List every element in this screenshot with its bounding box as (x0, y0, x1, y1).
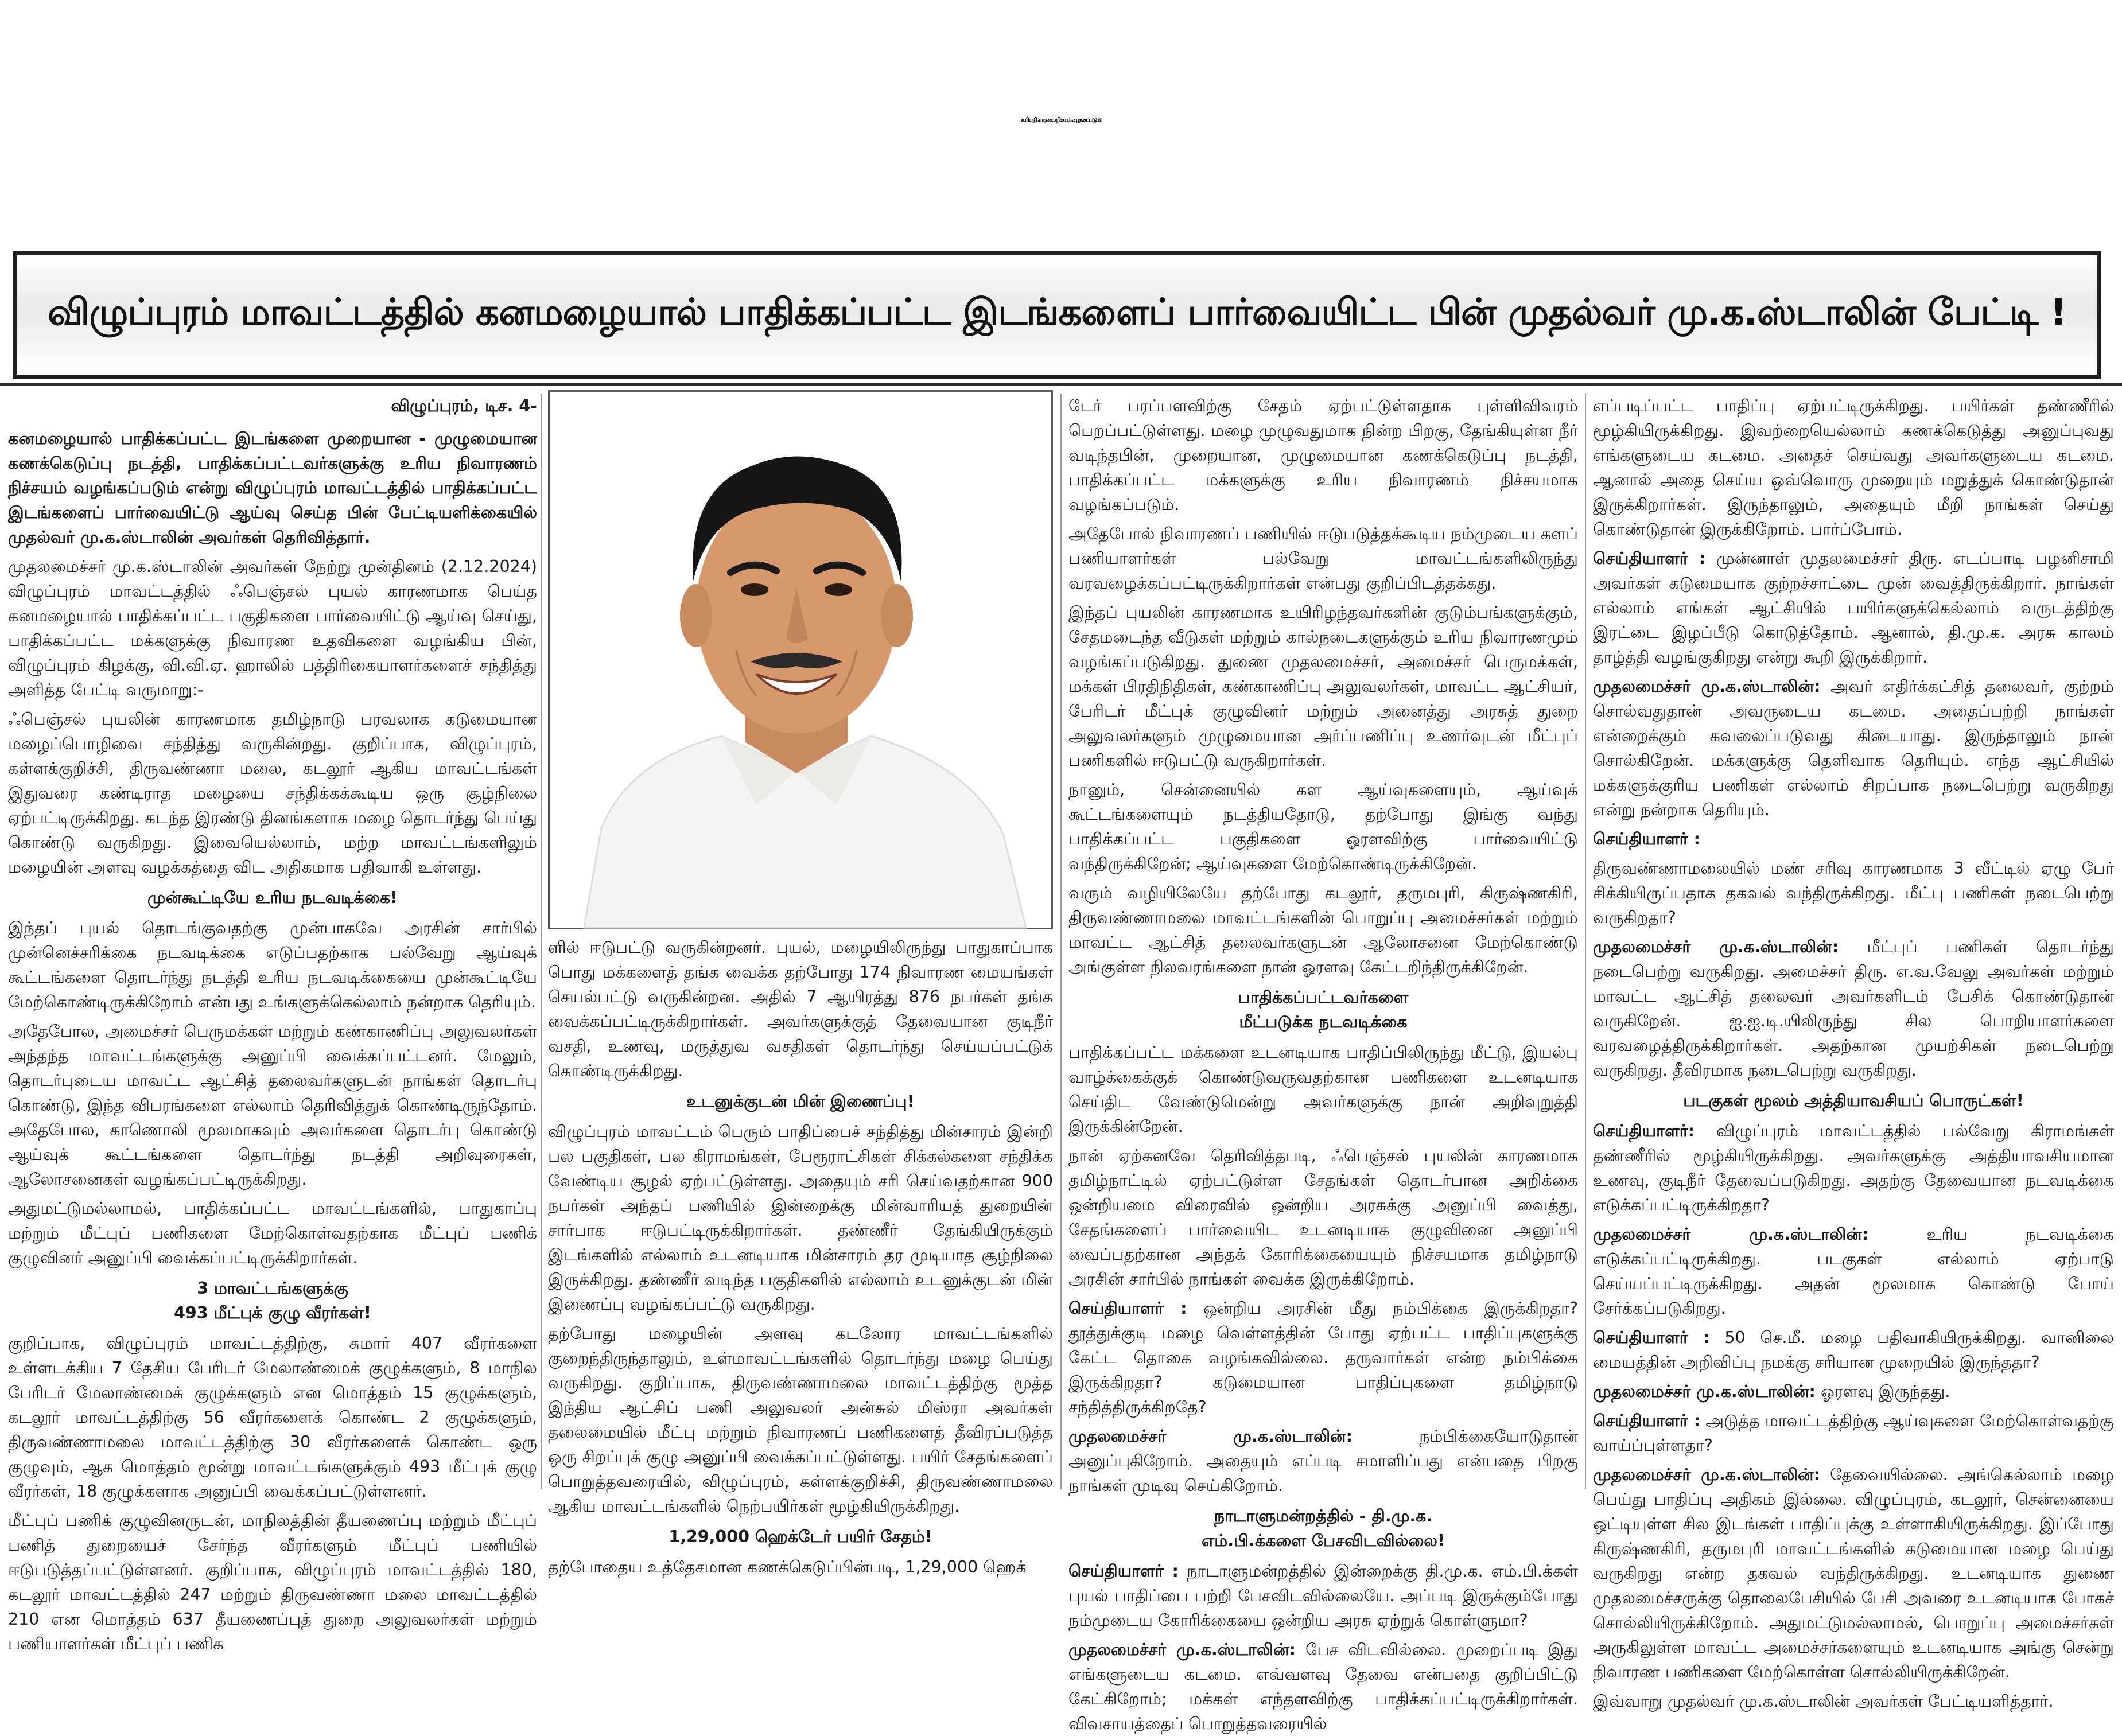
question-text: அடுத்த மாவட்டத்திற்கு ஆய்வுகளை மேற்கொள்வதற்கு வாய்ப்புள்ளதா? (1593, 1411, 2114, 1455)
speaker-label: செய்தியாளர் : (1593, 1411, 1701, 1430)
qa-answer (1593, 1222, 2114, 1321)
speaker-label: செய்தியாளர் : (1593, 1328, 1710, 1347)
paragraph: விழுப்புரம் மாவட்டம் பெரும் பாதிப்பைச் சந்தித்து மின்சாரம் இன்றி பல பகுதிகள், பல கிராமங்கள், பேரூராட்சிகள் சிக்கல்களை சந்திக்க வேண்டிய சூழல் ஏற்பட்டுள்ளது. அதையும் சரி செய்வதற்கான 900 நபர்கள் அந்தப் பணியில் இன்றைக்கு மின்வாரியத் துறையின் சார்பாக ஈடுபட்டிருக்கிறார்கள். தண்ணீர் தேங்கியிருக்கும் இடங்களில் எல்லாம் உடனடியாக மின்சாரம் தர முடியாத சூழ்நிலை இருக்கிறது. தண்ணீர் வடிந்த பகுதிகளில் எல்லாம் உடனுக்குடன் மின் இணைப்பு வழங்கப்பட்டு வருகிறது. (548, 1122, 1053, 1314)
column-4 (1593, 394, 2114, 1711)
paragraph: தற்போதைய உத்தேசமான கணக்கெடுப்பின்படி, 1,29,000 ஹெக் (548, 1558, 1027, 1577)
column-divider (1060, 394, 1062, 1489)
question-text: ஒன்றிய அரசின் மீது நம்பிக்கை இருக்கிறதா? தூத்துக்குடி மழை வெள்ளத்தின் போது ஏற்பட்ட பாதிப்புகளுக்கு கேட்ட தொகை வழங்கவில்லை. தருவார்கள் என்ற நம்பிக்கை இருக்கிறதா? கடுமையான பாதிப்புகளை தமிழ்நாடு சந்தித்திருக்கிறதே? (1068, 1299, 1578, 1416)
column-1 (8, 394, 537, 1653)
answer-text: ஓரளவு இருந்தது. (1815, 1382, 1950, 1401)
subhead: முன்கூட்டியே உரிய நடவடிக்கை! (147, 888, 398, 907)
portrait-illustration (550, 392, 1051, 928)
speaker-label: முதலமைச்சர் மு.க.ஸ்டாலின்: (1593, 1465, 1820, 1484)
subheadline: விழுப்புரம் மாவட்டத்தில் கனமழையால் பாதிக்கப்பட்ட இடங்களைப் பார்வையிட்ட பின் முதல்வர் மு.க.ஸ்டாலின் பேட்டி ! (48, 291, 2066, 334)
paragraph: நான் ஏற்கனவே தெரிவித்தபடி, ஃபெஞ்சல் புயலின் காரணமாக தமிழ்நாட்டில் ஏற்பட்டுள்ள சேதங்கள் தொடர்பான அறிக்கை ஒன்றியமை விரைவில் ஒன்றிய அரசுக்கு அனுப்பி வைத்து, சேதங்களைப் பார்வையிட உடனடியாக குழுவினை அனுப்பி வைப்பதற்கான அந்தக் கோரிக்கையையும் நிச்சயமாக தமிழ்நாடு அரசின் சார்பில் நாங்கள் வைக்க இருக்கிறோம். (1068, 1146, 1578, 1289)
column-divider (1585, 394, 1586, 1489)
paragraph: ளில் ஈடுபட்டு வருகின்றனர். புயல், மழையிலிருந்து பாதுகாப்பாக பொது மக்களைத் தங்க வைக்க தற்போது 174 நிவாரண மையங்கள் செயல்பட்டு வருகின்றன. அதில் 7 ஆயிரத்து 876 நபர்கள் தங்க வைக்கப்பட்டிருக்கிறார்கள். அவர்களுக்குத் தேவையான குடிநீர் வசதி, உணவு, மருத்துவ வசதிகள் தொடர்ந்து செய்யப்பட்டுக் கொண்டிருக்கிறது. (548, 938, 1053, 1080)
subhead: எம்.பி.க்களை பேசவிடவில்லை! (1202, 1531, 1445, 1550)
paragraph: டேர் பரப்பளவிற்கு சேதம் ஏற்பட்டுள்ளதாக புள்ளிவிவரம் பெறப்பட்டுள்ளது. மழை முழுவதுமாக நின்ற பிறகு, தேங்கியுள்ள நீர் வடிந்தபின், முறையான, முழுமையான கணக்கெடுப்பு நடத்தி, பாதிக்கப்பட்ட மக்களுக்கு உரிய நிவாரணம் நிச்சயமாக வழங்கப்படும். (1068, 396, 1578, 514)
subhead: உடனுக்குடன் மின் இணைப்பு! (686, 1092, 915, 1111)
paragraph: தற்போது மழையின் அளவு கடலோர மாவட்டங்களில் குறைந்திருந்தாலும், உள்மாவட்டங்களில் தொடர்ந்து மழை பெய்து வருகிறது. குறிப்பாக, திருவண்ணாமலை மாவட்டத்திற்கு மூத்த இந்திய ஆட்சிப் பணி அலுவலர் அன்சுல் மிஸ்ரா அவர்கள் தலைமையில் மீட்பு மற்றும் நிவாரணப் பணிகளைத் தீவிரப்படுத்த ஒரு சிறப்புக் குழு அனுப்பி வைக்கப்பட்டுள்ளது. பயிர் சேதங்களைப் பொறுத்தவரையில், விழுப்புரம், கள்ளக்குறிச்சி, திருவண்ணாமலை ஆகிய மாவட்டங்களில் நெற்பயிர்கள் மூழ்கியிருக்கிறது. (548, 1324, 1053, 1516)
paragraph: வரும் வழியிலேயே தற்போது கடலூர், தருமபுரி, கிருஷ்ணகிரி, திருவண்ணாமலை மாவட்டங்களின் பொறுப்பு அமைச்சர்கள் மற்றும் மாவட்ட ஆட்சித் தலைவர்களுடன் ஆலோசனை மேற்கொண்டு அங்குள்ள நிலவரங்களை நான் ஓரளவு கேட்டறிந்திருக்கிறேன். (1068, 883, 1578, 976)
answer-text: உரிய நடவடிக்கை எடுக்கப்பட்டிருக்கிறது. படகுகள் எல்லாம் ஏற்பாடு செய்யப்பட்டிருக்கிறது. அதன் மூலமாக கொண்டு போய் சேர்க்கப்படுகிறது. (1593, 1225, 2114, 1318)
headline: உரிய நிவாரணம் நிச்சயம் வழங்கப்படும்! (1021, 117, 1101, 123)
qa-answer (1593, 1462, 2114, 1684)
qa-question (1593, 1408, 2114, 1458)
question-text: 50 செ.மீ. மழை பதிவாகியிருக்கிறது. வானிலை மையத்தின் அறிவிப்பு நமக்கு சரியான முறையில் இருந்ததா? (1593, 1328, 2114, 1372)
paragraph: அதேபோல, அமைச்சர் பெருமக்கள் மற்றும் கண்காணிப்பு அலுவலர்கள் அந்தந்த மாவட்டங்களுக்கு அனுப்பி வைக்கப்பட்டனர். மேலும், தொடர்புடைய மாவட்ட ஆட்சித் தலைவர்களுடன் நாங்கள் தொடர்பு கொண்டு, இந்த விபரங்களை எல்லாம் தெரிவித்துக் கொண்டிருந்தோம். அதேபோல, காணொலி மூலமாகவும் அவர்களை தொடர்பு கொண்டு ஆய்வுக் கூட்டங்களை தொடர்ந்து நடத்தி அறிவுரைகள், ஆலோசனைகள் வழங்கப்பட்டிருக்கிறது. (8, 1022, 537, 1189)
column-2 (548, 935, 1053, 1577)
paragraph: அதுமட்டுமல்லாமல், பாதிக்கப்பட்ட மாவட்டங்களில், பாதுகாப்பு மற்றும் மீட்புப் பணிகளை மேற்கொள்வதற்காக மீட்புப் பணிக் குழுவினர் அனுப்பி வைக்கப்பட்டிருக்கிறார்கள். (8, 1199, 537, 1267)
subhead: 1,29,000 ஹெக்டேர் பயிர் சேதம்! (669, 1527, 932, 1546)
chief-minister-photo (548, 390, 1053, 929)
answer-text: பேச விடவில்லை. முறைப்படி இது எங்களுடைய கடமை. எவ்வளவு தேவை என்பதை குறிப்பிட்டு கேட்கிறோம்; மக்கள் எந்தளவிற்கு பாதிக்கப்பட்டிருக்கிறார்கள். விவசாயத்தைப் பொறுத்தவரையில் (1068, 1640, 1578, 1733)
qa-question (1593, 546, 2114, 670)
paragraph: ஃபெஞ்சல் புயலின் காரணமாக தமிழ்நாடு பரவலாக கடுமையான மழைப்பொழிவை சந்தித்து வருகின்றது. குறிப்பாக, விழுப்புரம், கள்ளக்குறிச்சி, திருவண்ணா மலை, கடலூர் ஆகிய மாவட்டங்கள் இதுவரை கண்டிராத மழையை சந்திக்கக்கூடிய ஒரு சூழ்நிலை ஏற்பட்டிருக்கிறது. கடந்த இரண்டு தினங்களாக மழை தொடர்ந்து பெய்து கொண்டு வருகிறது. இவையெல்லாம், மற்ற மாவட்டங்களிலும் மழையின் அளவு வழக்கத்தை விட அதிகமாக பதிவாகி உள்ளது. (8, 710, 537, 877)
paragraph: இந்தப் புயல் தொடங்குவதற்கு முன்பாகவே அரசின் சார்பில் முன்னெச்சரிக்கை நடவடிக்கை எடுப்பதற்காக பல்வேறு ஆய்வுக் கூட்டங்களை தொடர்ந்து நடத்தி உரிய நடவடிக்கையை முன்கூட்டியே மேற்கொண்டிருக்கிறோம் என்பது உங்களுக்கெல்லாம் நன்றாக தெரியும். (8, 918, 537, 1011)
paragraph: இந்தப் புயலின் காரணமாக உயிரிழந்தவர்களின் குடும்பங்களுக்கும், சேதமடைந்த வீடுகள் மற்றும் கால்நடைகளுக்கும் உரிய நிவாரணமும் வழங்கப்படுகிறது. துணை முதலமைச்சர், அமைச்சர் பெருமக்கள், மக்கள் பிரதிநிதிகள், கண்காணிப்பு அலுவலர்கள், மாவட்ட ஆட்சியர், பேரிடர் மீட்புக் குழுவினர் மற்றும் அனைத்து அரசுத் துறை அலுவலர்களும் முழுமையான அர்ப்பணிப்பு உணர்வுடன் மீட்புப் பணிகளில் ஈடுபட்டு வருகிறார்கள். (1068, 603, 1578, 770)
top-rule (0, 383, 2122, 386)
speaker-label: முதலமைச்சர் மு.க.ஸ்டாலின்: (1593, 1382, 1816, 1401)
answer-text: அவர் எதிர்க்கட்சித் தலைவர், குற்றம் சொல்வதுதான் அவருடைய கடமை. அதைப்பற்றி நாங்கள் என்றைக்கும் கவலைப்படுவது கிடையாது. இருந்தாலும் நான் சொல்கிறேன். மக்களுக்கு தெளிவாக தெரியும். எந்த ஆட்சியில் மக்களுக்குரிய பணிகள் எல்லாம் சிறப்பாக நடைபெற்று வருகிறது என்று நன்றாக தெரியும். (1593, 677, 2114, 819)
paragraph: எப்படிப்பட்ட பாதிப்பு ஏற்பட்டிருக்கிறது. பயிர்கள் தண்ணீரில் மூழ்கியிருக்கிறது. இவற்றையெல்லாம் கணக்கெடுத்து அனுப்புவது எங்களுடைய கடமை. அதைச் செய்வது அவர்களுடைய கடமை. ஆனால் அதை செய்ய ஒவ்வொரு முறையும் மறுத்துக் கொண்டுதான் இருக்கிறார்கள். இருந்தாலும், அதையும் மீறி நாங்கள் செய்து கொண்டுதான் இருக்கிறோம். பார்ப்போம். (1593, 396, 2114, 539)
speaker-label: செய்தியாளர் : (1068, 1562, 1179, 1581)
subhead: பாதிக்கப்பட்டவர்களை (1238, 988, 1409, 1007)
answer-text: நம்பிக்கையோடுதான் அனுப்புகிறோம். அதையும் எப்படி சமாளிப்பது என்பதை பிறகு நாங்கள் முடிவு செய்கிறோம். (1068, 1427, 1578, 1495)
column-3 (1068, 394, 1578, 1733)
qa-question (1068, 1559, 1578, 1633)
qa-answer (1593, 935, 2114, 1083)
lead-paragraph: கனமழையால் பாதிக்கப்பட்ட இடங்களை முறையான - முழுமையான கணக்கெடுப்பு நடத்தி, பாதிக்கப்பட்டவர்களுக்கு உரிய நிவாரணம் நிச்சயம் வழங்கப்படும் என்று விழுப்புரம் மாவட்டத்தில் பாதிக்கப்பட்ட இடங்களைப் பார்வையிட்டு ஆய்வு செய்த பின் பேட்டியளிக்கையில் முதல்வர் மு.க.ஸ்டாலின் அவர்கள் தெரிவித்தார். (8, 429, 537, 547)
speaker-label: செய்தியாளர் : (1068, 1299, 1187, 1318)
speaker-label: முதலமைச்சர் மு.க.ஸ்டாலின்: (1593, 1225, 1869, 1244)
speaker-label: முதலமைச்சர் மு.க.ஸ்டாலின்: (1068, 1427, 1353, 1446)
answer-text: மீட்புப் பணிகள் தொடர்ந்து நடைபெற்று வருகிறது. அமைச்சர் திரு. எ.வ.வேலு அவர்கள் மற்றும் மாவட்ட ஆட்சித் தலைவர் அவர்களிடம் பேசிக் கொண்டுதான் வருகிறேன். ஐ.ஐ.டி.யிலிருந்து சில பொறியாளர்களை வரவழைத்திருக்கிறார்கள். அதற்கான முயற்சிகள் நடைபெற்று வருகிறது. தீவிரமாக நடைபெற்று வருகிறது. (1593, 937, 2114, 1080)
question-text: நாடாளுமன்றத்தில் இன்றைக்கு தி.மு.க. எம்.பி.க்கள் புயல் பாதிப்பை பற்றி பேசவிடவில்லையே. அப்படி இருக்கும்போது நம்முடைய கோரிக்கையை ஒன்றிய அரசு ஏற்றுக் கொள்ளுமா? (1068, 1562, 1578, 1630)
qa-answer (1593, 674, 2114, 822)
qa-answer (1068, 1637, 1578, 1736)
answer-text: தேவையில்லை. அங்கெல்லாம் மழை பெய்து பாதிப்பு அதிகம் இல்லை. விழுப்புரம், கடலூர், சென்னையை ஒட்டியுள்ள சில இடங்கள் பாதிப்புக்கு உள்ளாகியிருக்கிறது. இப்போது கிருஷ்ணகிரி, தருமபுரி மாவட்டங்களில் கடுமையான மழை பெய்து வருகிறது என்ற தகவல் வந்திருக்கிறது. உடனடியாக துணை முதலமைச்சருக்கு தொலைபேசியில் பேசி அவரை உடனடியாக போகச் சொல்லியிருக்கிறோம். அதுமட்டுமல்லாமல், பொறுப்பு அமைச்சர்கள் அருகிலுள்ள மாவட்ட அமைச்சர்களையும் உடனடியாக அங்கு சென்று நிவாரண பணிகளை மேற்கொள்ள சொல்லியிருக்கிறேன். (1593, 1465, 2114, 1681)
subhead: படகுகள் மூலம் அத்தியாவசியப் பொருட்கள்! (1683, 1091, 2024, 1110)
question-text: விழுப்புரம் மாவட்டத்தில் பல்வேறு கிராமங்கள் தண்ணீரில் மூழ்கியிருக்கிறது. அவர்களுக்கு அத்தியாவசியமான உணவு, குடிநீர் தேவைப்படுகிறது. அதற்கு தேவையான நடவடிக்கை எடுக்கப்பட்டிருக்கிறதா? (1593, 1122, 2114, 1215)
qa-answer (1593, 1379, 2114, 1404)
qa-question (1593, 1325, 2114, 1375)
paragraph: மீட்புப் பணிக் குழுவினருடன், மாநிலத்தின் தீயணைப்பு மற்றும் மீட்புப் பணித் துறையைச் சேர்ந்த வீரர்களும் மீட்புப் பணியில் ஈடுபடுத்தப்பட்டுள்ளனர். குறிப்பாக, விழுப்புரம் மாவட்டத்தில் 180, கடலூர் மாவட்டத்தில் 247 மற்றும் திருவண்ணா மலை மாவட்டத்தில் 210 என மொத்தம் 637 தீயணைப்புத் துறை அலுவலர்கள் மற்றும் பணியாளர்கள் மீட்புப் பணிக (8, 1511, 537, 1653)
subhead: மீட்படுக்க நடவடிக்கை (1239, 1013, 1408, 1032)
qa-question (1068, 1296, 1578, 1419)
dateline: விழுப்புரம், டிச. 4- (391, 396, 537, 415)
paragraph: நானும், சென்னையில் கள ஆய்வுகளையும், ஆய்வுக் கூட்டங்களையும் நடத்தியதோடு, தற்போது இங்கு வந்து பாதிக்கப்பட்ட பகுதிகளை ஓரளவிற்கு பார்வையிட்டு வந்திருக்கிறேன்; ஆய்வுகளை மேற்கொண்டிருக்கிறேன். (1068, 780, 1578, 873)
speaker-label: செய்தியாளர் : (1593, 830, 1701, 848)
paragraph: அதேபோல் நிவாரணப் பணியில் ஈடுபடுத்தக்கூடிய நம்முடைய களப் பணியாளர்கள் பல்வேறு மாவட்டங்களிலிருந்து வரவழைக்கப்பட்டிருக்கிறார்கள் என்பது குறிப்பிடத்தக்கது. (1068, 524, 1578, 593)
question-text: திருவண்ணாமலையில் மண் சரிவு காரணமாக 3 வீட்டில் ஏழு பேர் சிக்கியிருப்பதாக தகவல் வந்திருக்கிறது. மீட்பு பணிகள் நடைபெற்று வருகிறதா? (1593, 859, 2114, 927)
speaker-label: முதலமைச்சர் மு.க.ஸ்டாலின்: (1593, 937, 1839, 956)
subheadline-band (13, 251, 2101, 379)
subhead: 3 மாவட்டங்களுக்கு (197, 1279, 348, 1298)
qa-question (1593, 1119, 2114, 1217)
column-divider (541, 394, 542, 1489)
subhead: 493 மீட்புக் குழு வீரர்கள்! (174, 1303, 371, 1322)
closing-line: இவ்வாறு முதல்வர் மு.க.ஸ்டாலின் அவர்கள் பேட்டியளித்தார். (1593, 1692, 2054, 1711)
question-text: முன்னாள் முதலமைச்சர் திரு. எடப்பாடி பழனிசாமி அவர்கள் கடுமையாக குற்றச்சாட்டை முன் வைத்திருக்கிறார். நாங்கள் எல்லாம் எங்கள் ஆட்சியில் பயிர்களுக்கெல்லாம் வருடத்திற்கு இரட்டை இழப்பீடு கொடுத்தோம். ஆனால், தி.மு.க. அரசு காலம் தாழ்த்தி வழங்குகிறது என்று கூறி இருக்கிறார். (1593, 549, 2114, 667)
qa-answer (1068, 1424, 1578, 1498)
speaker-label: முதலமைச்சர் மு.க.ஸ்டாலின்: (1068, 1640, 1296, 1659)
qa-question (1593, 827, 2114, 851)
paragraph: குறிப்பாக, விழுப்புரம் மாவட்டத்திற்கு, சுமார் 407 வீரர்களை உள்ளடக்கிய 7 தேசிய பேரிடர் மேலாண்மைக் குழுக்களும், 8 மாநில பேரிடர் மேலாண்மைக் குழுக்களும் என மொத்தம் 15 குழுக்களும், கடலூர் மாவட்டத்திற்கு 56 வீரர்களைக் கொண்ட 2 குழுக்களும், திருவண்ணாமலை மாவட்டத்திற்கு 30 வீரர்களைக் கொண்ட ஒரு குழுவும், ஆக மொத்தம் மூன்று மாவட்டங்களுக்கும் 493 மீட்புக் குழு வீரர்கள், 18 குழுக்களாக அனுப்பி வைக்கப்பட்டுள்ளனர். (8, 1334, 537, 1501)
paragraph: பாதிக்கப்பட்ட மக்களை உடனடியாக பாதிப்பிலிருந்து மீட்டு, இயல்பு வாழ்க்கைக்குக் கொண்டுவருவதற்கான பணிகளை உடனடியாக செய்திட வேண்டுமென்று அவர்களுக்கு நான் அறிவுறுத்தி இருக்கின்றேன். (1068, 1043, 1578, 1136)
speaker-label: செய்தியாளர் : (1593, 549, 1706, 568)
speaker-label: முதலமைச்சர் மு.க.ஸ்டாலின்: (1593, 677, 1821, 696)
subhead: நாடாளுமன்றத்தில் - தி.மு.க. (1214, 1507, 1433, 1525)
speaker-label: செய்தியாளர்: (1593, 1122, 1695, 1141)
paragraph: முதலமைச்சர் மு.க.ஸ்டாலின் அவர்கள் நேற்று முன்தினம் (2.12.2024) விழுப்புரம் மாவட்டத்தில் ஃபெஞ்சல் புயல் காரணமாக பெய்த கனமழையால் பாதிக்கப்பட்ட பகுதிகளை பார்வையிட்டு ஆய்வு செய்து, பாதிக்கப்பட்ட மக்களுக்கு நிவாரண உதவிகளை வழங்கிய பின், விழுப்புரம் கிழக்கு, வி.வி.ஏ. ஹாலில் பத்திரிகையாளர்களைச் சந்தித்து அளித்த பேட்டி வருமாறு:- (8, 557, 537, 699)
